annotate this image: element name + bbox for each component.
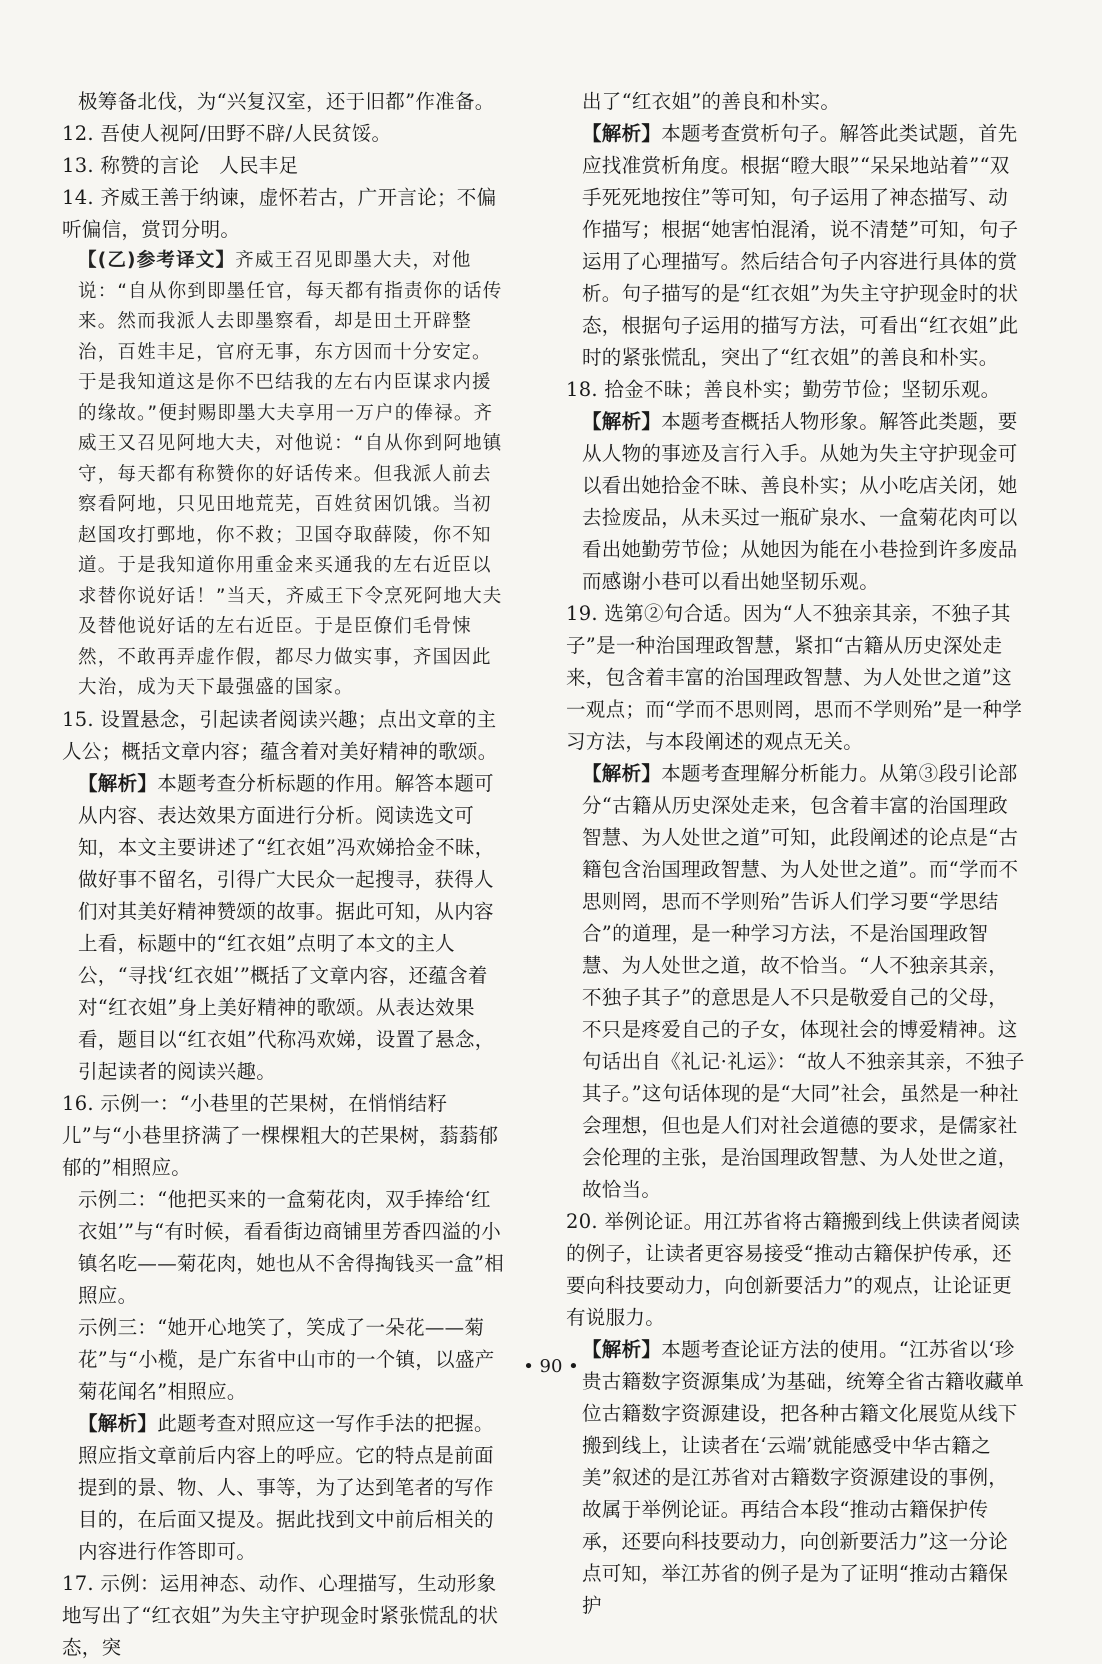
explanation-paragraph [566,406,1026,598]
answer-item [62,182,510,246]
paragraph-text: 本题考查赏析句子。解答此类试题，首先应找准赏析角度。根据“瞪大眼”“呆呆地站着”“双手死死地按住”等可知，句子运用了神态描写、动作描写；根据“她害怕混淆，说不清楚”可知，句子运用了心理描写。然后结合句子内容进行具体的赏析。句子描写的是“红衣姐”为失主守护现金时的状态，根据句子运用的描写方法，可看出“红衣姐”此时的紧张慌乱，突出了“红衣姐”的善良和朴实。 [582,122,1019,369]
answer-item [566,1206,1026,1334]
translation-paragraph [62,246,510,704]
explanation-paragraph [566,86,1026,118]
section-tag: 【解析】 [582,410,662,433]
explanation-paragraph [62,86,510,118]
paragraph-text: 示例三：“她开心地笑了，笑成了一朵花——菊花”与“小榄，是广东省中山市的一个镇，以盛产菊花闻名”相照应。 [78,1315,495,1403]
paragraph-text: 12. 吾使人视阿/田野不辟/人民贫馁。 [62,122,392,145]
section-tag: 【解析】 [78,771,158,795]
section-tag: 【(乙)参考译文】 [78,250,236,271]
section-tag: 【解析】 [582,1338,662,1361]
paragraph-text: 示例二：“他把买来的一盒菊花肉，双手捧给‘红衣姐’”与“有时候，看看街边商铺里芳香四溢的小镇名吃——菊花肉，她也从不舍得掏钱买一盒”相照应。 [78,1187,505,1307]
explanation-paragraph [62,1408,510,1568]
paragraph-text: 13. 称赞的言论 人民丰足 [62,154,299,177]
answer-item [62,1088,510,1184]
paragraph-text: 此题考查对照应这一写作手法的把握。照应指文章前后内容上的呼应。它的特点是前面提到的景、物、人、事等，为了达到笔者的写作目的，在后面又提及。据此找到文中前后相关的内容进行作答即可。 [78,1411,494,1563]
page-number: • 90 • [523,1356,579,1377]
paragraph-text: 本题考查概括人物形象。解答此类题，要从人物的事迹及言行入手。从她为失主守护现金可以看出她拾金不昧、善良朴实；从小吃店关闭，她去捡废品，从未买过一瓶矿泉水、一盒菊花肉可以看出她勤劳节俭；从她因为能在小巷捡到许多废品而感谢小巷可以看出她坚韧乐观。 [582,410,1018,593]
answer-item [62,118,510,150]
explanation-paragraph [62,1184,510,1312]
paragraph-text: 极筹备北伐，为“兴复汉室，还于旧都”作准备。 [78,90,495,113]
section-tag: 【解析】 [582,762,662,785]
paragraph-text: 齐威王召见即墨大夫，对他说：“自从你到即墨任官，每天都有指责你的话传来。然而我派人去即墨察看，却是田土开辟整治，百姓丰足，官府无事，东方因而十分安定。于是我知道这是你不巴结我的左右内臣谋求内援的缘故。”便封赐即墨大夫享用一万户的俸禄。齐威王又召见阿地大夫，对他说：“自从你到阿地镇守，每天都有称赞你的好话传来。但我派人前去察看阿地，只见田地荒芜，百姓贫困饥饿。当初赵国攻打鄄地，你不救；卫国夺取薛陵，你不知道。于是我知道你用重金来买通我的左右近臣以求替你说好话！”当天，齐威王下令烹死阿地大夫及替他说好话的左右近臣。于是臣僚们毛骨悚然，不敢再弄虚作假，都尽力做实事，齐国因此大治，成为天下最强盛的国家。 [78,250,503,698]
explanation-paragraph [566,758,1026,1206]
section-tag: 【解析】 [78,1411,158,1435]
explanation-paragraph [566,1334,1026,1622]
paragraph-text: 出了“红衣姐”的善良和朴实。 [582,90,841,113]
paragraph-text: 19. 选第②句合适。因为“人不独亲其亲，不独子其子”是一种治国理政智慧，紧扣“古籍从历史深处走来，包含着丰富的治国理政智慧、为人处世之道”这一观点；而“学而不思则罔，思而不学则殆”是一种学习方法，与本段阐述的观点无关。 [566,602,1023,753]
explanation-paragraph [62,768,510,1088]
answer-item [62,150,510,182]
paragraph-text: 18. 拾金不昧；善良朴实；勤劳节俭；坚韧乐观。 [566,378,1001,401]
answer-item [62,1568,510,1664]
paragraph-text: 15. 设置悬念，引起读者阅读兴趣；点出文章的主人公；概括文章内容；蕴含着对美好精神的歌颂。 [62,707,498,763]
paragraph-text: 16. 示例一：“小巷里的芒果树，在悄悄结籽儿”与“小巷里挤满了一棵棵粗大的芒果树，蓊蓊郁郁的”相照应。 [62,1091,499,1179]
paragraph-text: 本题考查分析标题的作用。解答本题可从内容、表达效果方面进行分析。阅读选文可知，本文主要讲述了“红衣姐”冯欢娣拾金不昧，做好事不留名，引得广大民众一起搜寻，获得人们对其美好精神赞颂的故事。据此可知，从内容上看，标题中的“红衣姐”点明了本文的主人公，“寻找‘红衣姐’”概括了文章内容，还蕴含着对“红衣姐”身上美好精神的歌颂。从表达效果看，题目以“红衣姐”代称冯欢娣，设置了悬念，引起读者的阅读兴趣。 [78,771,495,1083]
paragraph-text: 本题考查理解分析能力。从第③段引论部分“古籍从历史深处走来，包含着丰富的治国理政智慧、为人处世之道”可知，此段阐述的论点是“古籍包含治国理政智慧、为人处世之道”。而“学而不思则罔，思而不学则殆”告诉人们学习要“学思结合”的道理，是一种学习方法，不是治国理政智慧、为人处世之道，故不恰当。“人不独亲其亲，不独子其子”的意思是人不只是敬爱自己的父母，不只是疼爱自己的子女，体现社会的博爱精神。这句话出自《礼记·礼运》：“故人不独亲其亲，不独子其子。”这句话体现的是“大同”社会，虽然是一种社会理想，但也是人们对社会道德的要求，是儒家社会伦理的主张，是治国理政智慧、为人处世之道，故恰当。 [582,762,1025,1201]
answer-item [566,598,1026,758]
right-column [566,86,1026,1622]
paragraph-text: 本题考查论证方法的使用。“江苏省以‘珍贵古籍数字资源集成’为基础，统筹全省古籍收藏单位古籍数字资源建设，把各种古籍文化展览从线下搬到线上，让读者在‘云端’就能感受中华古籍之美”叙述的是江苏省对古籍数字资源建设的事例，故属于举例论证。再结合本段“推动古籍保护传承，还要向科技要动力，向创新要活力”这一分论点可知，举江苏省的例子是为了证明“推动古籍保护 [582,1338,1025,1617]
left-column [62,86,510,1664]
section-tag: 【解析】 [582,122,662,145]
paragraph-text: 14. 齐威王善于纳谏，虚怀若古，广开言论；不偏听偏信，赏罚分明。 [62,186,497,241]
explanation-paragraph [566,118,1026,374]
paragraph-text: 17. 示例：运用神态、动作、心理描写，生动形象地写出了“红衣姐”为失主守护现金时紧张慌乱的状态，突 [62,1571,499,1659]
answer-item [566,374,1026,406]
answer-item [62,704,510,768]
paragraph-text: 20. 举例论证。用江苏省将古籍搬到线上供读者阅读的例子，让读者更容易接受“推动古籍保护传承，还要向科技要动力，向创新要活力”的观点，让论证更有说服力。 [566,1210,1021,1329]
